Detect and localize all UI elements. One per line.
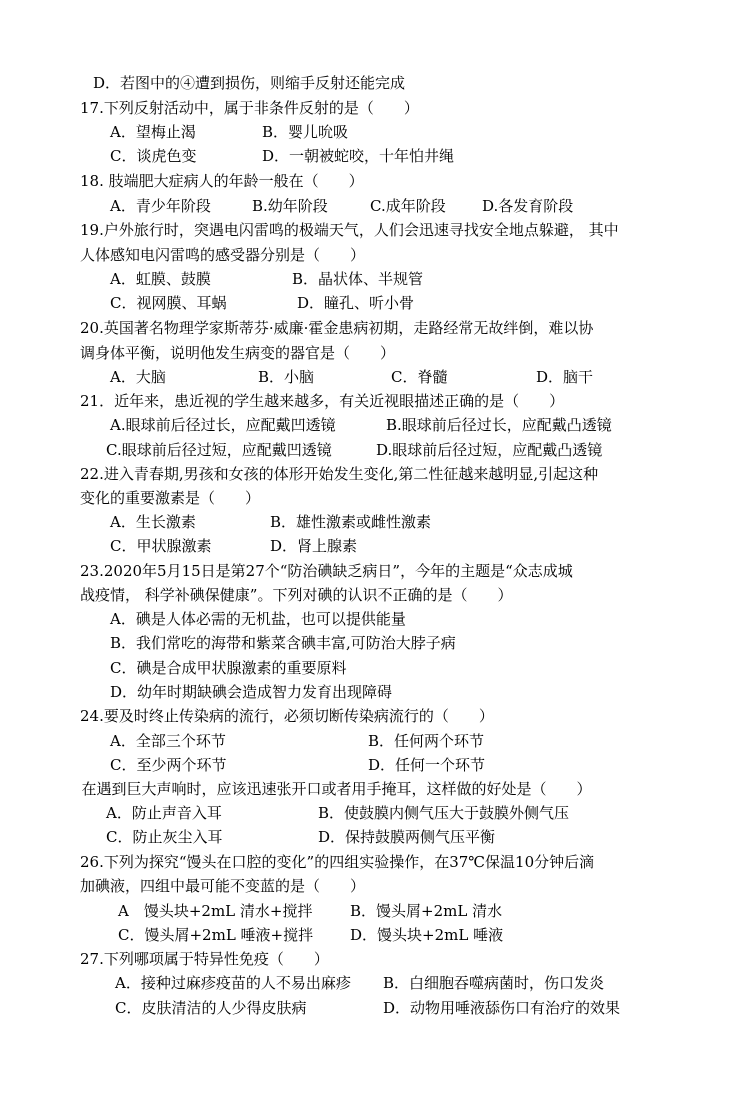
q23-stem-line1: 23.2020年5月15日是第27个“防治碘缺乏病日”，今年的主题是“众志成城 (80, 562, 573, 580)
q22-stem-line2: 变化的重要激素是（ ） (80, 489, 261, 507)
q22-options-row1 (110, 512, 431, 532)
q19-option-a: A．虹膜、鼓膜 (110, 270, 211, 288)
q18-option-a: A．青少年阶段 (110, 197, 211, 215)
q20-option-b: B．小脑 (258, 368, 315, 386)
q27-option-d: D．动物用唾液舔伤口有治疗的效果 (383, 999, 621, 1017)
q17-option-a: A．望梅止渴 (110, 123, 196, 141)
q19-option-c: C．视网膜、耳蜗 (110, 294, 227, 312)
q26-option-d: D．馒头块+2mL 唾液 (350, 926, 504, 944)
q23-option-d: D．幼年时期缺碘会造成智力发育出现障碍 (110, 683, 393, 701)
q17-stem: 17.下列反射活动中，属于非条件反射的是（ ） (80, 99, 419, 117)
q26-option-a: A 馒头块+2mL 清水+搅拌 (118, 902, 313, 920)
q18-stem: 18. 肢端肥大症病人的年龄一般在（ ） (80, 172, 364, 190)
q27-option-c: C．皮肤清洁的人少得皮肤病 (115, 999, 307, 1017)
q21-options-row2 (106, 440, 602, 460)
q22-option-d: D．肾上腺素 (270, 537, 358, 555)
q24-option-c: C．至少两个环节 (110, 756, 227, 774)
q17-option-c: C．谈虎色变 (110, 147, 197, 165)
q27-option-b: B．白细胞吞噬病菌时，伤口发炎 (383, 974, 605, 992)
q20-option-a: A．大脑 (110, 368, 166, 386)
q19-option-b: B．晶状体、半规管 (292, 270, 424, 288)
q23-stem-line2: 战疫情， 科学补碘保健康”。下列对碘的认识不正确的是（ ） (80, 586, 513, 604)
q24-option-d: D．任何一个环节 (368, 756, 486, 774)
q17-options-row2 (110, 146, 454, 166)
q26-options-row1 (118, 901, 502, 921)
q20-stem-line1: 20.英国著名物理学家斯蒂芬·威廉·霍金患病初期，走路经常无故绊倒，难以协 (80, 319, 594, 337)
q18-option-d: D.各发育阶段 (482, 197, 574, 215)
q26-stem-line1: 26.下列为探究“馒头在口腔的变化”的四组实验操作，在37℃保温10分钟后滴 (80, 853, 595, 871)
q25-option-c: C．防止灰尘入耳 (106, 828, 223, 846)
q19-stem-line1: 19.户外旅行时，突遇电闪雷鸣的极端天气，人们会迅速寻找安全地点躲避， 其中 (80, 221, 619, 239)
q17-option-d: D．一朝被蛇咬，十年怕井绳 (262, 147, 455, 165)
q26-option-c: C．馒头屑+2mL 唾液+搅拌 (118, 926, 314, 944)
q21-options-row1 (110, 415, 612, 435)
q21-option-d: D.眼球前后径过短，应配戴凸透镜 (376, 441, 603, 459)
q21-option-a: A.眼球前后径过长，应配戴凹透镜 (110, 416, 336, 434)
q26-stem-line2: 加碘液，四组中最可能不变蓝的是（ ） (80, 877, 366, 895)
q19-option-d: D．瞳孔、听小骨 (297, 294, 415, 312)
q24-options-row1 (110, 731, 484, 751)
q26-options-row2 (118, 925, 503, 945)
q18-options-row (110, 196, 573, 216)
q27-stem: 27.下列哪项属于特异性免疫（ ） (80, 950, 329, 968)
q23-option-c: C．碘是合成甲状腺激素的重要原料 (110, 659, 347, 677)
q25-option-b: B．使鼓膜内侧气压大于鼓膜外侧气压 (318, 804, 570, 822)
q25-options-row1 (106, 803, 569, 823)
q22-options-row2 (110, 536, 357, 556)
q20-option-c: C．脊髓 (391, 368, 448, 386)
q20-stem-line2: 调身体平衡，说明他发生病变的器官是（ ） (80, 344, 396, 362)
q21-stem: 21．近年来，患近视的学生越来越多，有关近视眼描述正确的是（ ） (80, 392, 565, 410)
q25-option-d: D．保持鼓膜两侧气压平衡 (318, 828, 496, 846)
q22-stem-line1: 22.进入青春期,男孩和女孩的体形开始发生变化,第二性征越来越明显,引起这种 (80, 465, 599, 483)
q18-option-c: C.成年阶段 (370, 197, 446, 215)
q24-option-b: B．任何两个环节 (368, 732, 485, 750)
q24-option-a: A．全部三个环节 (110, 732, 226, 750)
q25-stem: ﻿ 在遇到巨大声响时，应该迅速张开口或者用手掩耳，这样做的好处是（ ） (80, 780, 592, 798)
q17-option-b: B．婴儿吮吸 (262, 123, 349, 141)
q23-option-a: A．碘是人体必需的无机盐，也可以提供能量 (110, 610, 406, 628)
q19-stem-line2: 人体感知电闪雷鸣的感受器分别是（ ） (80, 246, 366, 264)
q24-options-row2 (110, 755, 485, 775)
q26-option-b: B．馒头屑+2mL 清水 (350, 902, 503, 920)
q27-option-a: A．接种过麻疹疫苗的人不易出麻疹 (115, 974, 351, 992)
q22-option-b: B．雄性激素或雌性激素 (270, 513, 432, 531)
q20-option-d: D．脑干 (536, 368, 594, 386)
q21-option-c: C.眼球前后径过短，应配戴凹透镜 (106, 441, 332, 459)
q17-options-row1 (110, 122, 348, 142)
q20-options-row (110, 367, 593, 387)
q16-option-d: D．若图中的④遭到损伤，则缩手反射还能完成 (93, 74, 406, 92)
q24-stem: 24.要及时终止传染病的流行，必须切断传染病流行的（ ） (80, 707, 494, 725)
q18-option-b: B.幼年阶段 (252, 197, 328, 215)
q19-options-row1 (110, 269, 423, 289)
q23-option-b: B．我们常吃的海带和紫菜含碘丰富,可防治大脖子病 (110, 634, 456, 652)
q22-option-a: A．生长激素 (110, 513, 196, 531)
q27-options-row1 (115, 973, 604, 993)
q25-options-row2 (106, 827, 495, 847)
q21-option-b: B.眼球前后径过长，应配戴凸透镜 (386, 416, 612, 434)
q19-options-row2 (110, 293, 414, 313)
q25-option-a: A．防止声音入耳 (106, 804, 222, 822)
q22-option-c: C．甲状腺激素 (110, 537, 212, 555)
q27-options-row2 (115, 998, 620, 1018)
